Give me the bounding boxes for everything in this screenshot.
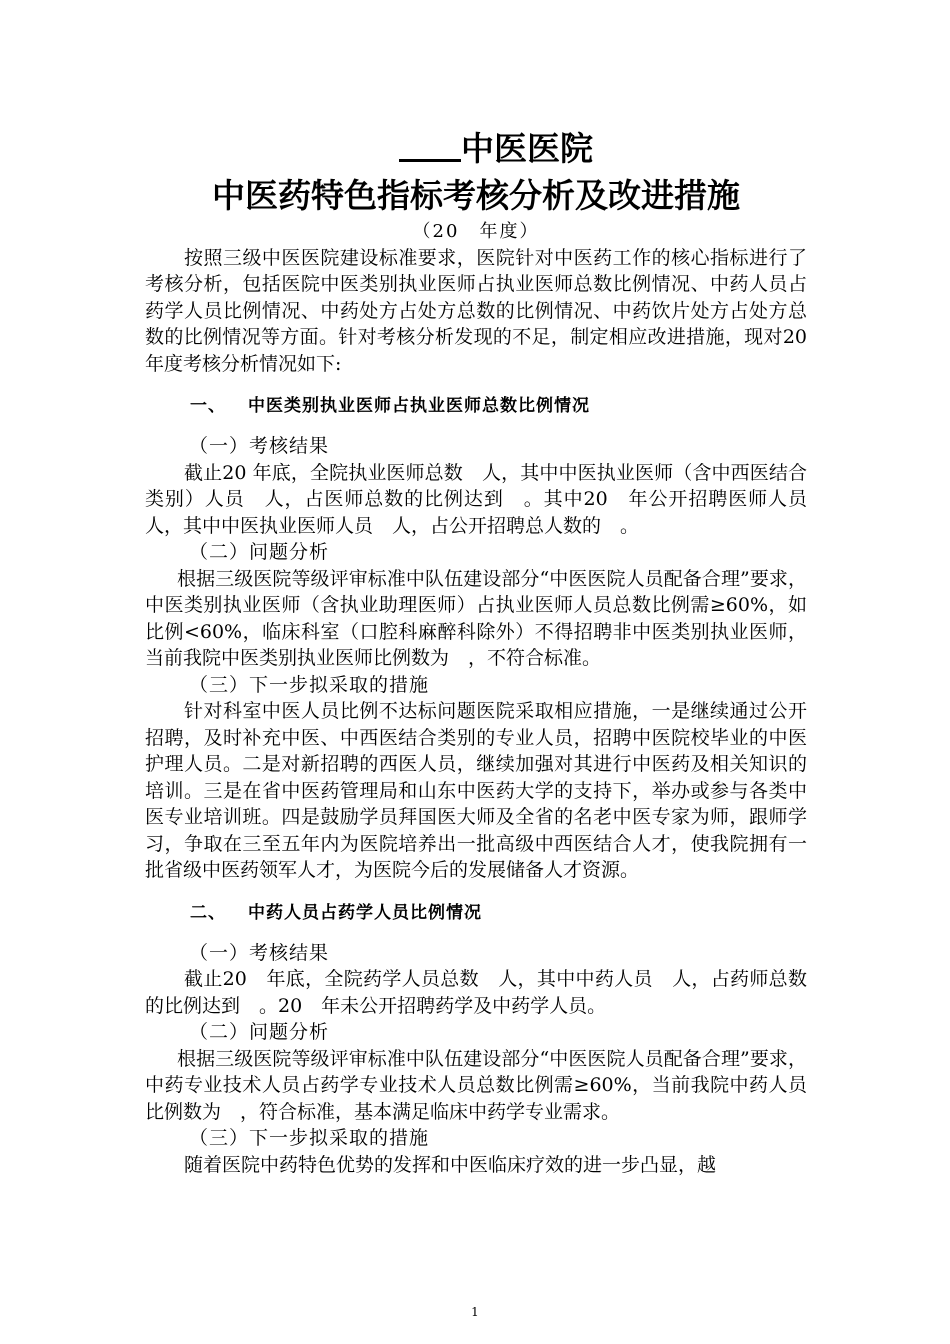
section-2-measures-text: 随着医院中药特色优势的发挥和中医临床疗效的进一步凸显，越 [184,1153,717,1176]
page-number: 1 [471,1305,479,1319]
document-title: 中医药特色指标考核分析及改进措施 [212,176,740,216]
section-1-measures-heading: （三）下一步拟采取的措施 [189,673,430,696]
section-2-heading: 二、 中药人员占药学人员比例情况 [190,902,482,923]
hospital-name-blank [399,129,461,162]
intro-paragraph: 按照三级中医医院建设标准要求，医院针对中医药工作的核心指标进行了考核分析，包括医院中医类别执业医师占执业医师总数比例情况、中药人员占药学人员比例情况、中药处方占处方总数的比例情况、中药饮片处方占处方总数的比例情况等方面。针对考核分析发现的不足，制定相应改进措施，现对20 年度考核分析情况如下: [145,246,807,375]
document-body [145,128,827,1178]
section-1-measures-text: 针对科室中医人员比例不达标问题医院采取相应措施，一是继续通过公开招聘，及时补充中医、中西医结合类别的专业人员，招聘中医院校毕业的中医护理人员。二是对新招聘的西医人员，继续加强对其进行中医药及相关知识的培训。三是在省中医药管理局和山东中医药大学的支持下，举办或参与各类中医专业培训班。四是鼓励学员拜国医大师及全省的名老中医专家为师，跟师学习，争取在三至五年内为医院培养出一批高级中西医结合人才，使我院拥有一批省级中医药领军人才，为医院今后的发展储备人才资源。 [145,700,807,881]
document-year: （20 年度） [412,220,540,242]
section-2-result-heading: （一）考核结果 [189,941,330,964]
section-1-result-text: 截止20 年底，全院执业医师总数 人，其中中医执业医师（含中西医结合类别）人员 人，占医师总数的比例达到 。其中20 年公开招聘医师人员 人，其中中医执业医师人员 人，占公开招聘总人数的 。 [145,461,827,537]
section-1-analysis-heading: （二）问题分析 [189,541,330,563]
section-1-analysis-text: 根据三级医院等级评审标准中队伍建设部分“中医医院人员配备合理”要求，中医类别执业医师（含执业助理医师）占执业医师人员总数比例需≥60%，如比例<60%，临床科室（口腔科麻醉科除外）不得招聘非中医类别执业医师，当前我院中医类别执业医师比例数为 ，不符合标准。 [145,567,807,669]
hospital-title: 中医医院 [185,128,807,169]
section-1-heading: 一、 中医类别执业医师占执业医师总数比例情况 [190,396,590,416]
section-2-analysis-text: 根据三级医院等级评审标准中队伍建设部分“中医医院人员配备合理”要求，中药专业技术人员占药学专业技术人员总数比例需≥60%，当前我院中药人员比例数为 ，符合标准，基本满足临床中药学专业需求。 [145,1047,807,1123]
section-2-measures-heading: （三）下一步拟采取的措施 [189,1127,430,1149]
section-2-result-text: 截止20 年底，全院药学人员总数 人，其中中药人员 人，占药师总数的比例达到 。20 年未公开招聘药学及中药学人员。 [145,968,807,1017]
section-2-analysis-heading: （二）问题分析 [189,1021,330,1043]
section-1-result-heading: （一）考核结果 [189,435,330,457]
